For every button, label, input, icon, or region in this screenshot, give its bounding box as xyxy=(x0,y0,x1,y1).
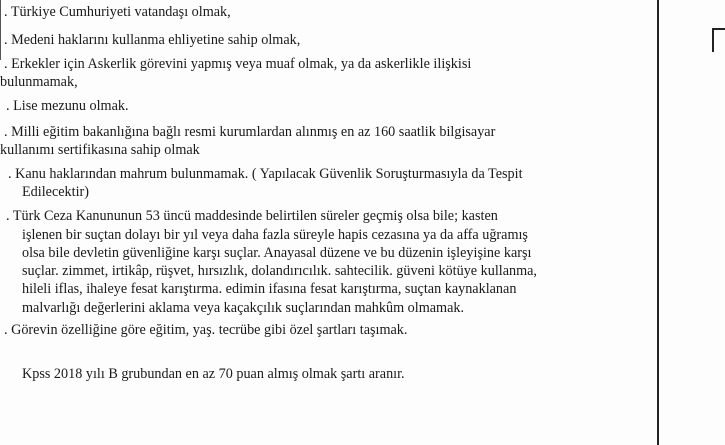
requirement-criminal-law-line4: suçlar. zimmet, irtikâp, rüşvet, hırsızlık, dolandırıcılık. sahtecilik. güveni kötüye kullanma, xyxy=(22,263,537,279)
requirement-criminal-law-line5: hileli iflas, ihaleye fesat karıştırma. edimin ifasına fesat karıştırma, suçtan kaynaklanan xyxy=(22,281,517,297)
left-scan-edge xyxy=(0,0,1,60)
requirement-criminal-law-line2: işlenen bir suçtan dolayı bir yıl veya daha fazla süreyle hapis cezasına ya da affa uğramış xyxy=(22,227,528,243)
scan-corner-mark xyxy=(712,28,725,52)
requirement-public-rights-cont: Edilecektir) xyxy=(22,184,89,200)
scan-fold-line xyxy=(657,0,659,445)
requirement-citizenship: . Türkiye Cumhuriyeti vatandaşı olmak, xyxy=(4,4,231,20)
kpss-requirement: Kpss 2018 yılı B grubundan en az 70 puan almış olmak şartı aranır. xyxy=(22,366,405,382)
requirement-criminal-law-line6: malvarlığı değerlerini aklama veya kaçakçılık suçlarından mahkûm olmamak. xyxy=(22,300,465,316)
requirement-public-rights: . Kanu haklarından mahrum bulunmamak. ( Yapılacak Güvenlik Soruşturmasıyla da Tespit xyxy=(8,166,523,182)
requirement-civil-rights: . Medeni haklarını kullanma ehliyetine sahip olmak, xyxy=(4,32,301,48)
requirement-computer-certificate-cont: kullanımı sertifikasına sahip olmak xyxy=(0,142,200,158)
requirement-special-conditions: . Görevin özelliğine göre eğitim, yaş. tecrübe gibi özel şartları taşımak. xyxy=(4,322,408,338)
requirement-criminal-law-line3: olsa bile devletin güvenliğine karşı suçlar. Anayasal düzene ve bu düzenin işleyişine karşı xyxy=(22,245,532,261)
requirement-criminal-law: . Türk Ceza Kanununun 53 üncü maddesinde belirtilen süreler geçmiş olsa bile; kasten xyxy=(6,208,498,224)
requirement-military: . Erkekler için Askerlik görevini yapmış veya muaf olmak, ya da askerlikle ilişkisi xyxy=(4,56,472,72)
requirement-computer-certificate: . Milli eğitim bakanlığına bağlı resmi kurumlardan alınmış en az 160 saatlik bilgisayar xyxy=(4,124,496,140)
requirement-high-school: . Lise mezunu olmak. xyxy=(6,98,129,114)
requirement-military-cont: bulunmamak, xyxy=(0,74,78,90)
